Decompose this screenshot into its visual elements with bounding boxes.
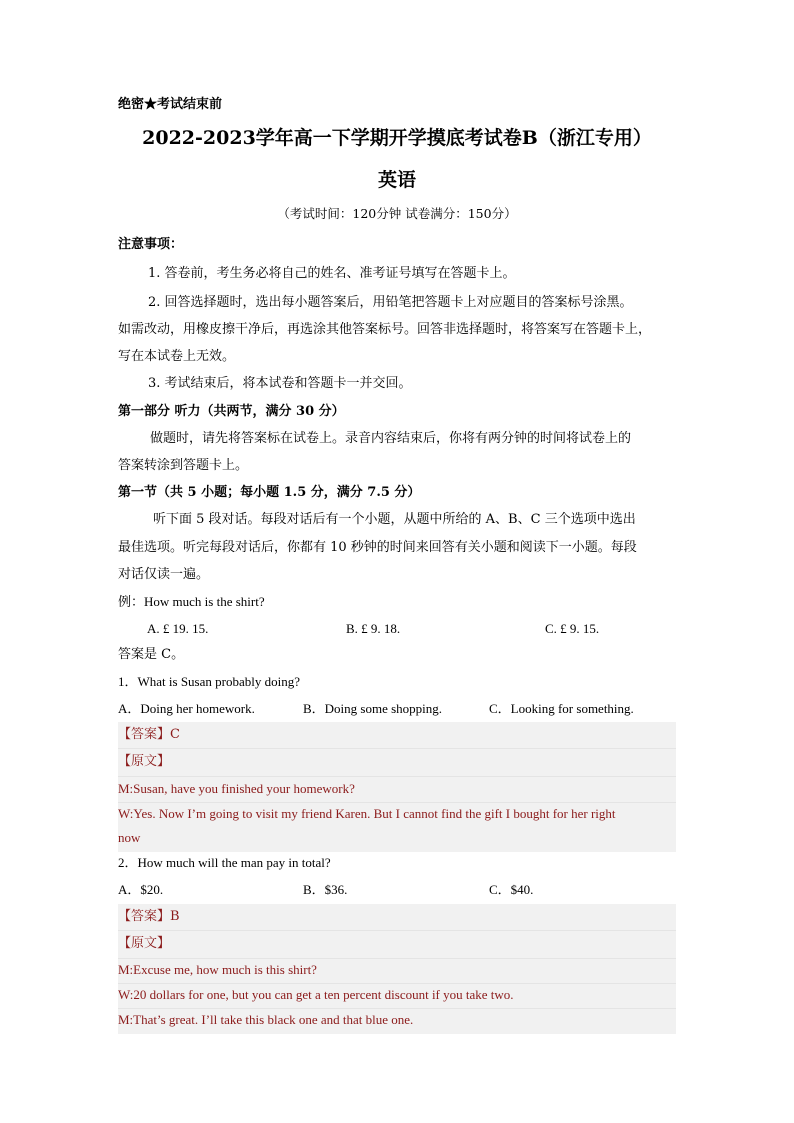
section1-intro-line: 对话仅读一遍。 [118, 567, 210, 582]
note-item: 3. 考试结束后，将本试卷和答题卡一并交回。 [148, 376, 412, 391]
question-stem: 1．What is Susan probably doing? [118, 674, 300, 689]
transcript-line: W:Yes. Now I’m going to visit my friend Karen. But I cannot find the gift I bought for her right [118, 806, 616, 821]
question-stem: 2．How much will the man pay in total? [118, 855, 331, 870]
section1-heading: 第一节（共 5 小题；每小题 1.5 分，满分 7.5 分） [118, 485, 421, 500]
question-option-a: A．$20. [118, 882, 164, 897]
part1-heading: 第一部分 听力（共两节，满分 30 分） [118, 404, 345, 419]
question-option-b: B．$36. [303, 882, 348, 897]
transcript-label: 【原文】 [118, 936, 171, 951]
divider [118, 958, 676, 959]
answer-label: 【答案】C [118, 727, 180, 742]
example-prompt: 例：How much is the shirt? [118, 594, 265, 609]
question-option-b: B．Doing some shopping. [303, 701, 443, 716]
note-item: 写在本试卷上无效。 [118, 349, 236, 364]
example-option-b: B. £ 9. 18. [346, 621, 401, 636]
question-option-c: C．$40. [489, 882, 534, 897]
transcript-line: now [118, 830, 141, 845]
answer-label: 【答案】B [118, 909, 180, 924]
divider [118, 748, 676, 749]
question-option-a: A．Doing her homework. [118, 701, 255, 716]
section1-intro-line: 听下面 5 段对话。每段对话后有一个小题，从题中所给的 A、B、C 三个选项中选出 [153, 512, 636, 527]
divider [118, 802, 676, 803]
divider [118, 776, 676, 777]
notes-heading: 注意事项： [118, 237, 184, 252]
section1-intro-line: 最佳选项。听完每段对话后，你都有 10 秒钟的时间来回答有关小题和阅读下一小题。每段 [118, 540, 637, 555]
divider [118, 983, 676, 984]
divider [118, 930, 676, 931]
part1-intro-line: 答案转涂到答题卡上。 [118, 458, 249, 473]
transcript-label: 【原文】 [118, 754, 171, 769]
exam-meta: （考试时间：120分钟 试卷满分：150分） [277, 206, 517, 221]
example-option-c: C. £ 9. 15. [545, 621, 600, 636]
exam-title: 2022-2023学年高一下学期开学摸底考试卷B（浙江专用） [142, 127, 652, 149]
transcript-line: M:That’s great. I’ll take this black one and that blue one. [118, 1012, 414, 1027]
example-option-a: A. £ 19. 15. [147, 621, 209, 636]
example-answer: 答案是 C。 [118, 647, 185, 662]
question-option-c: C．Looking for something. [489, 701, 634, 716]
note-item: 2. 回答选择题时，选出每小题答案后，用铅笔把答题卡上对应题目的答案标号涂黑。 [148, 295, 633, 310]
part1-intro-line: 做题时，请先将答案标在试卷上。录音内容结束后，你将有两分钟的时间将试卷上的 [150, 431, 632, 446]
transcript-line: W:20 dollars for one, but you can get a ten percent discount if you take two. [118, 987, 514, 1002]
note-item: 如需改动，用橡皮擦干净后，再选涂其他答案标号。回答非选择题时，将答案写在答题卡上， [118, 322, 652, 337]
note-item: 1. 答卷前，考生务必将自己的姓名、准考证号填写在答题卡上。 [148, 266, 516, 281]
divider [118, 1008, 676, 1009]
secret-label: 绝密★考试结束前 [118, 97, 223, 112]
subject-title: 英语 [377, 169, 416, 191]
transcript-line: M:Excuse me, how much is this shirt? [118, 962, 317, 977]
transcript-line: M:Susan, have you finished your homework? [118, 781, 355, 796]
